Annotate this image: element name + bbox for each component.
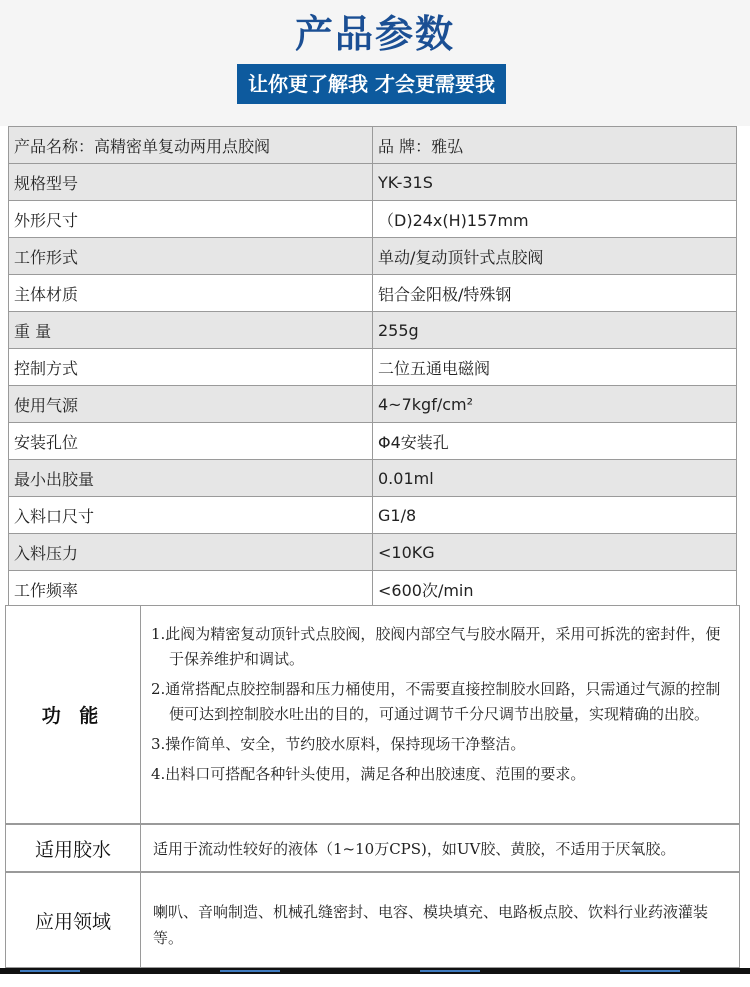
application-label: 应用领域: [34, 910, 111, 933]
function-label: 功 能: [41, 705, 105, 727]
spec-value: YK-31S: [373, 164, 737, 201]
spec-value: 4~7kgf/cm²: [373, 386, 737, 423]
table-row: [9, 349, 737, 386]
list-item: 2.通常搭配点胶控制器和压力桶使用，不需要直接控制胶水回路，只需通过气源的控制便可达到控制胶水吐出的目的，可通过调节千分尺调节出胶量，实现精确的出胶。: [151, 680, 721, 723]
table-row: [9, 127, 737, 164]
application-section: [5, 872, 740, 968]
spec-label: 控制方式: [9, 349, 373, 386]
spec-label: 使用气源: [9, 386, 373, 423]
spec-label: 工作频率: [9, 571, 373, 608]
table-row: [9, 201, 737, 238]
spec-label: 主体材质: [9, 275, 373, 312]
list-item: 1.此阀为精密复动顶针式点胶阀，胶阀内部空气与胶水隔开，采用可拆洗的密封件，便于保养维护和调试。: [151, 625, 721, 668]
table-row: [9, 423, 737, 460]
spec-label: 安装孔位: [9, 423, 373, 460]
spec-value: 铝合金阳极/特殊钢: [373, 275, 737, 312]
spec-value: <10KG: [373, 534, 737, 571]
table-row: [9, 497, 737, 534]
subtitle-banner: 让你更了解我 才会更需要我: [237, 64, 506, 104]
spec-label: 规格型号: [9, 164, 373, 201]
bottom-divider: [0, 968, 750, 974]
spec-value: 二位五通电磁阀: [373, 349, 737, 386]
stripe-accent: [220, 970, 280, 972]
application-text: 喇叭、音响制造、机械孔缝密封、电容、模块填充、电路板点胶、饮料行业药液灌装等。: [140, 873, 739, 967]
stripe-accent: [620, 970, 680, 972]
stripe-accent: [420, 970, 480, 972]
spec-label: 最小出胶量: [9, 460, 373, 497]
spec-value: 255g: [373, 312, 737, 349]
page-title: 产品参数: [294, 12, 455, 56]
page-header: [0, 0, 750, 126]
spec-value: 单动/复动顶针式点胶阀: [373, 238, 737, 275]
spec-label: 入料压力: [9, 534, 373, 571]
spec-value: G1/8: [373, 497, 737, 534]
spec-value: Φ4安装孔: [373, 423, 737, 460]
table-row: [9, 238, 737, 275]
spec-label: 外形尺寸: [9, 201, 373, 238]
function-section: [5, 605, 740, 824]
spec-value: 品 牌：雅弘: [373, 127, 737, 164]
table-row: [9, 386, 737, 423]
function-content: [140, 606, 739, 823]
list-item: 3.操作简单、安全，节约胶水原料，保持现场干净整洁。: [151, 735, 526, 753]
table-row: [9, 275, 737, 312]
spec-value: <600次/min: [373, 571, 737, 608]
spec-label: 工作形式: [9, 238, 373, 275]
stripe-accent: [20, 970, 80, 972]
list-item: 4.出料口可搭配各种针头使用，满足各种出胶速度、范围的要求。: [151, 765, 586, 783]
spec-label: 入料口尺寸: [9, 497, 373, 534]
spec-value: 0.01ml: [373, 460, 737, 497]
spec-label: 重 量: [9, 312, 373, 349]
function-list: [141, 606, 739, 787]
table-row: [9, 164, 737, 201]
glue-label: 适用胶水: [34, 838, 111, 861]
spec-value: （D)24x(H)157mm: [373, 201, 737, 238]
spec-table: [8, 126, 737, 608]
table-row: [9, 460, 737, 497]
table-row: [9, 571, 737, 608]
glue-section: [5, 824, 740, 872]
spec-label: 产品名称：高精密单复动两用点胶阀: [9, 127, 373, 164]
table-row: [9, 312, 737, 349]
glue-text: 适用于流动性较好的液体（1~10万CPS)，如UV胶、黄胶，不适用于厌氧胶。: [140, 825, 739, 871]
table-row: [9, 534, 737, 571]
